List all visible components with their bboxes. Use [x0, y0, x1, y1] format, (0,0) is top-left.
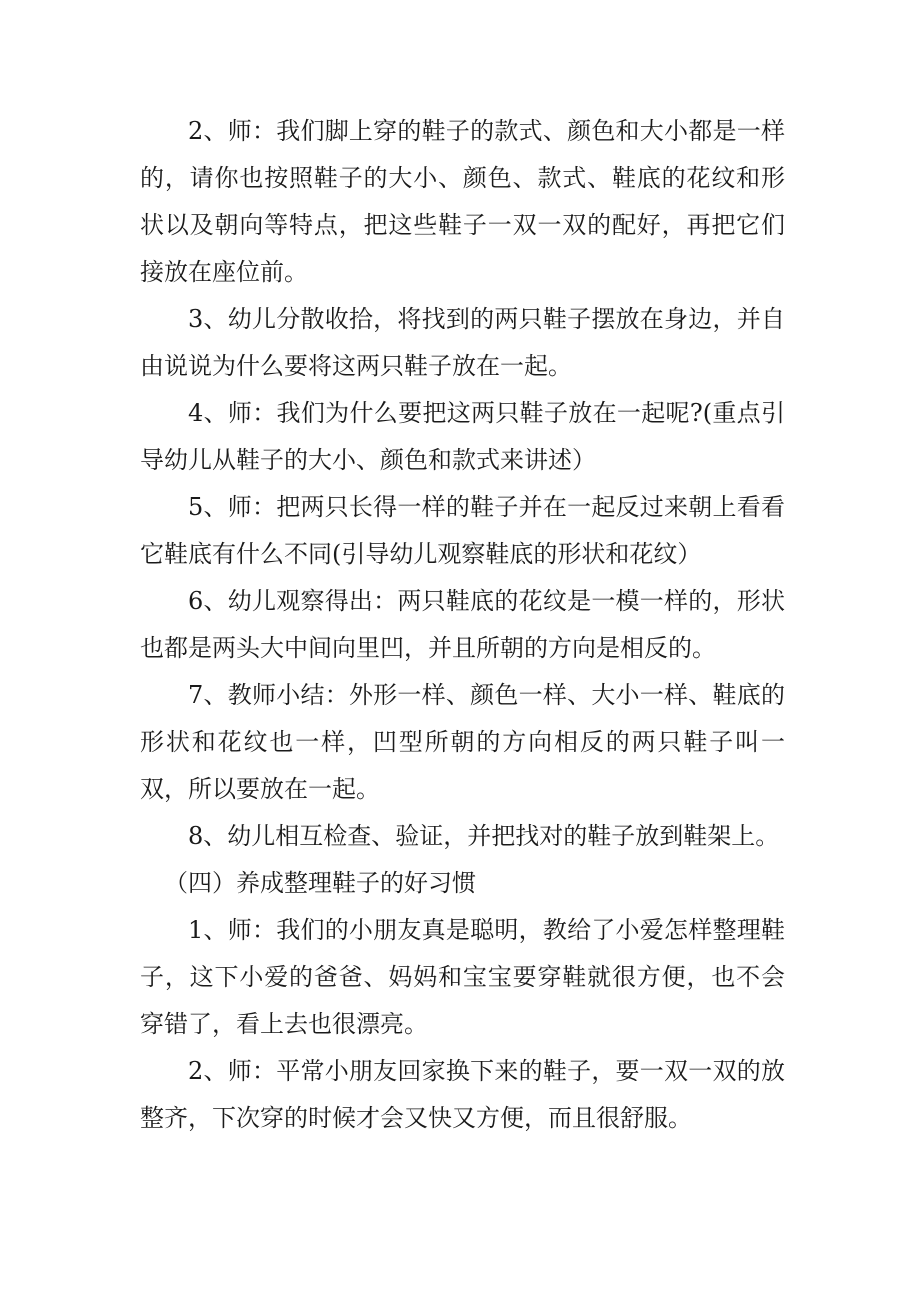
section-paragraph-1: 1、师：我们的小朋友真是聪明，教给了小爱怎样整理鞋子，这下小爱的爸爸、妈妈和宝宝要穿鞋就很方便，也不会穿错了，看上去也很漂亮。 — [140, 916, 785, 1038]
paragraph-step-3: 3、幼儿分散收拾，将找到的两只鞋子摆放在身边，并自由说说为什么要将这两只鞋子放在一起。 — [140, 305, 785, 380]
paragraph-step-2: 2、师：我们脚上穿的鞋子的款式、颜色和大小都是一样的，请你也按照鞋子的大小、颜色、款式、鞋底的花纹和形状以及朝向等特点，把这些鞋子一双一双的配好，再把它们接放在座位前。 — [140, 117, 785, 286]
paragraph-step-8: 8、幼儿相互检查、验证，并把找对的鞋子放到鞋架上。 — [188, 822, 780, 850]
paragraph-step-6: 6、幼儿观察得出：两只鞋底的花纹是一模一样的，形状也都是两头大中间向里凹，并且所朝的方向是相反的。 — [140, 587, 785, 662]
paragraph-step-7: 7、教师小结：外形一样、颜色一样、大小一样、鞋底的形状和花纹也一样，凹型所朝的方向相反的两只鞋子叫一双，所以要放在一起。 — [140, 681, 785, 803]
paragraph-step-5: 5、师：把两只长得一样的鞋子并在一起反过来朝上看看它鞋底有什么不同(引导幼儿观察鞋底的形状和花纹） — [140, 493, 785, 568]
document-body — [140, 108, 785, 1142]
section-heading: （四）养成整理鞋子的好习惯 — [164, 869, 476, 897]
section-paragraph-2: 2、师：平常小朋友回家换下来的鞋子，要一双一双的放整齐，下次穿的时候才会又快又方便，而且很舒服。 — [140, 1057, 785, 1132]
paragraph-step-4: 4、师：我们为什么要把这两只鞋子放在一起呢?(重点引导幼儿从鞋子的大小、颜色和款式来讲述） — [140, 399, 785, 474]
